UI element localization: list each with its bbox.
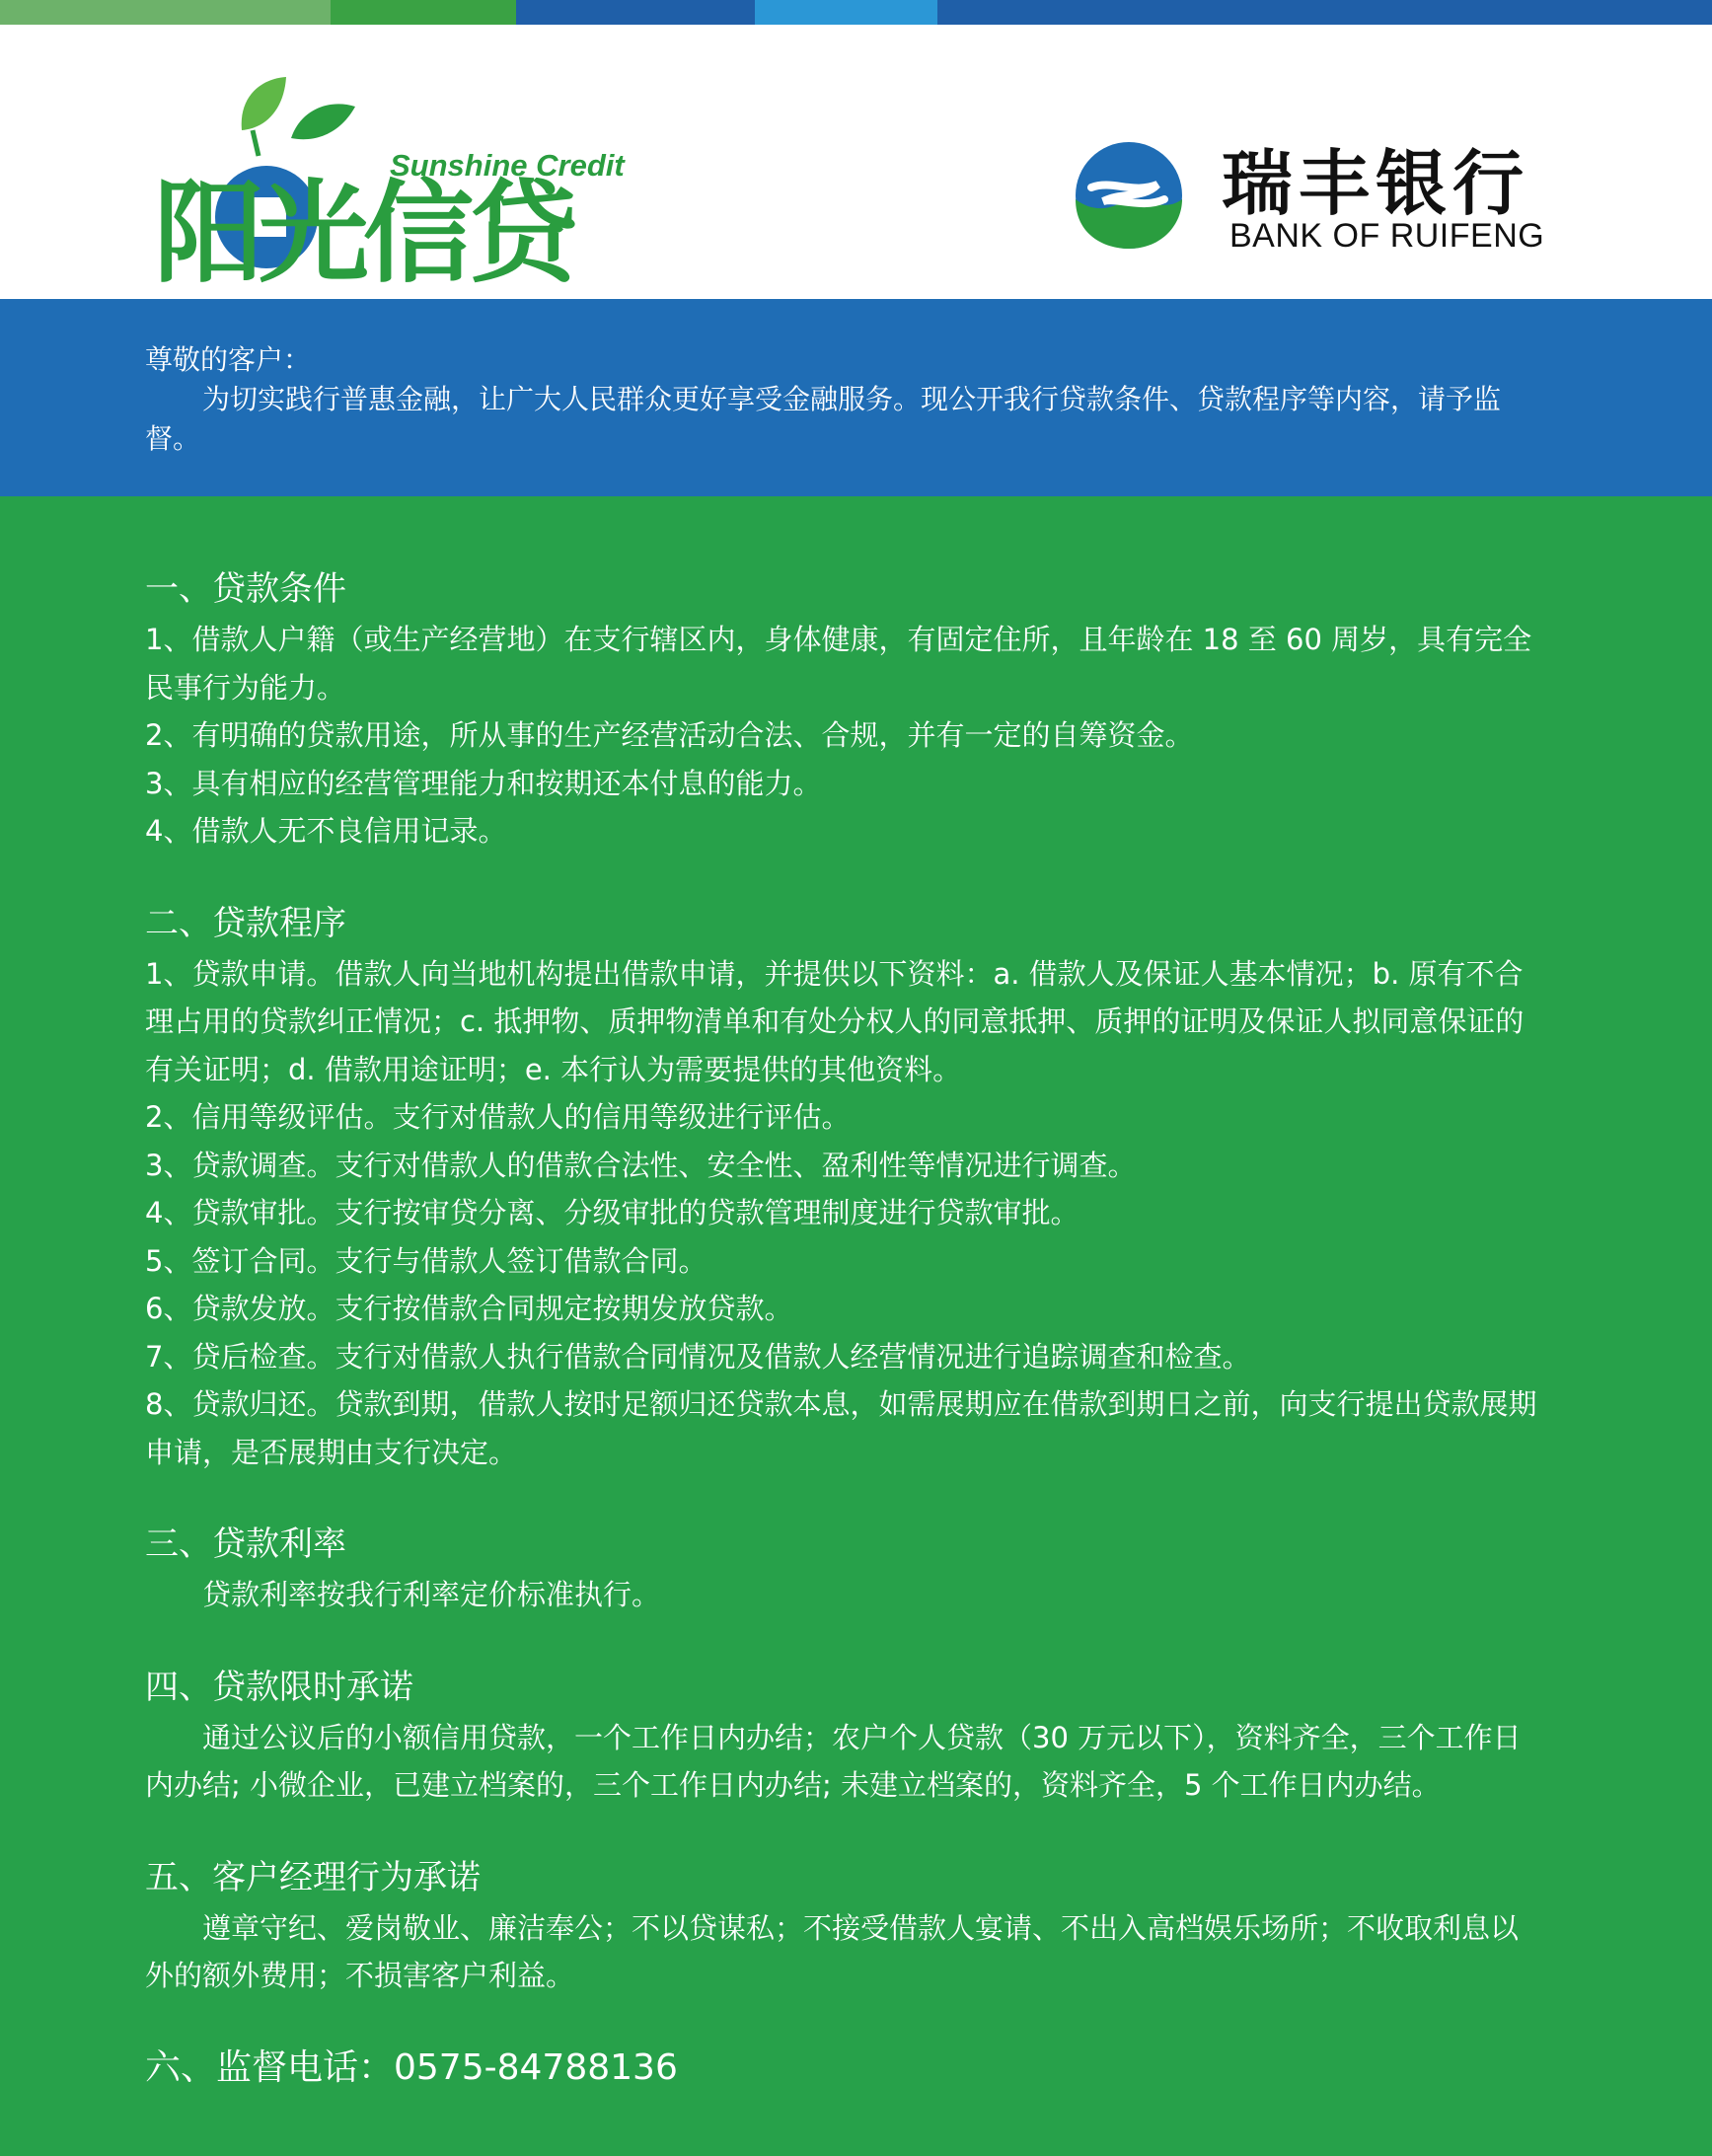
list-item: 3、贷款调查。支行对借款人的借款合法性、安全性、盈利性等情况进行调查。 bbox=[145, 1148, 1137, 1182]
section-spacer bbox=[145, 855, 1546, 897]
list-item: 4、贷款审批。支行按审贷分离、分级审批的贷款管理制度进行贷款审批。 bbox=[145, 1196, 1079, 1229]
section-loan-conditions bbox=[145, 562, 1546, 855]
section-spacer bbox=[145, 1619, 1546, 1661]
section-spacer bbox=[145, 2000, 1546, 2042]
section-time-limit bbox=[145, 1661, 1546, 1810]
stripe-segment-2 bbox=[331, 0, 516, 25]
section-title: 三、贷款利率 bbox=[145, 1524, 346, 1564]
greeting-body: 为切实践行普惠金融，让广大人民群众更好享受金融服务。现公开我行贷款条件、贷款程序等内容，请予监督。 bbox=[145, 383, 1502, 455]
list-item: 3、具有相应的经营管理能力和按期还本付息的能力。 bbox=[145, 766, 822, 800]
list-item: 5、签订合同。支行与借款人签订借款合同。 bbox=[145, 1243, 707, 1278]
stripe-segment-1 bbox=[0, 0, 331, 25]
bank-name-en: BANK OF RUIFENG bbox=[1229, 217, 1545, 255]
stripe-segment-5 bbox=[937, 0, 1712, 25]
section-body: 通过公议后的小额信用贷款，一个工作日内办结；农户个人贷款（30 万元以下），资料齐全，三个工作日内办结; 小微企业，已建立档案的，三个工作日内办结; 未建立档案的，资料齐全，5 个工作日内办结。 bbox=[145, 1720, 1522, 1802]
list-item: 6、贷款发放。支行按借款合同规定按期发放贷款。 bbox=[145, 1292, 793, 1325]
list-item: 7、贷后检查。支行对借款人执行借款合同情况及借款人经营情况进行追踪调查和检查。 bbox=[145, 1339, 1251, 1374]
section-loan-rate bbox=[145, 1518, 1546, 1619]
list-item: 1、借款人户籍（或生产经营地）在支行辖区内，身体健康，有固定住所，且年龄在 18 至 60 周岁，具有完全民事行为能力。 bbox=[145, 623, 1532, 705]
list-item: 8、贷款归还。贷款到期，借款人按时足额归还贷款本息，如需展期应在借款到期日之前，向支行提出贷款展期申请，是否展期由支行决定。 bbox=[145, 1387, 1537, 1469]
stripe-segment-3 bbox=[516, 0, 755, 25]
section-title: 二、贷款程序 bbox=[145, 903, 346, 943]
greeting-salutation: 尊敬的客户： bbox=[145, 343, 312, 376]
section-spacer bbox=[145, 1810, 1546, 1851]
section-title: 一、贷款条件 bbox=[145, 569, 346, 609]
greeting-band bbox=[0, 299, 1712, 496]
logo-cn-text: 阳光信贷 bbox=[154, 170, 572, 286]
bank-emblem-icon bbox=[1074, 140, 1184, 251]
section-manager-commitment bbox=[145, 1851, 1546, 2000]
list-item: 2、有明确的贷款用途，所从事的生产经营活动合法、合规，并有一定的自筹资金。 bbox=[145, 718, 1194, 752]
supervision-phone: 六、监督电话：0575-84788136 bbox=[145, 2046, 678, 2088]
section-title: 五、客户经理行为承诺 bbox=[145, 1857, 481, 1897]
stripe-segment-4 bbox=[755, 0, 937, 25]
section-body: 遵章守纪、爱岗敬业、廉洁奉公；不以贷谋私；不接受借款人宴请、不出入高档娱乐场所；不收取利息以外的额外费用；不损害客户利益。 bbox=[145, 1910, 1520, 1992]
list-item: 1、贷款申请。借款人向当地机构提出借款申请，并提供以下资料：a. 借款人及保证人基本情况；b. 原有不合理占用的贷款纠正情况；c. 抵押物、质押物清单和有处分权人的同意抵押、质押的证明及保证人拟同意保证的有关证明；d. 借款用途证明；e. 本行认为需要提供的其他资料。 bbox=[145, 956, 1525, 1086]
bank-name-cn: 瑞丰银行 bbox=[1222, 141, 1530, 225]
section-loan-procedure bbox=[145, 897, 1546, 1477]
sunshine-credit-logo bbox=[148, 69, 641, 286]
list-item: 4、借款人无不良信用记录。 bbox=[145, 814, 507, 848]
list-item: 2、信用等级评估。支行对借款人的信用等级进行评估。 bbox=[145, 1100, 851, 1134]
greeting-text-block bbox=[145, 340, 1546, 459]
main-content bbox=[145, 562, 1546, 2095]
section-supervision-phone bbox=[145, 2042, 1546, 2095]
bank-logo bbox=[1074, 118, 1587, 266]
logo-en-text: Sunshine Credit bbox=[390, 148, 625, 183]
section-title: 四、贷款限时承诺 bbox=[145, 1667, 413, 1707]
header bbox=[0, 25, 1712, 299]
section-spacer bbox=[145, 1476, 1546, 1518]
top-color-stripe bbox=[0, 0, 1712, 25]
section-body: 贷款利率按我行利率定价标准执行。 bbox=[202, 1578, 661, 1611]
